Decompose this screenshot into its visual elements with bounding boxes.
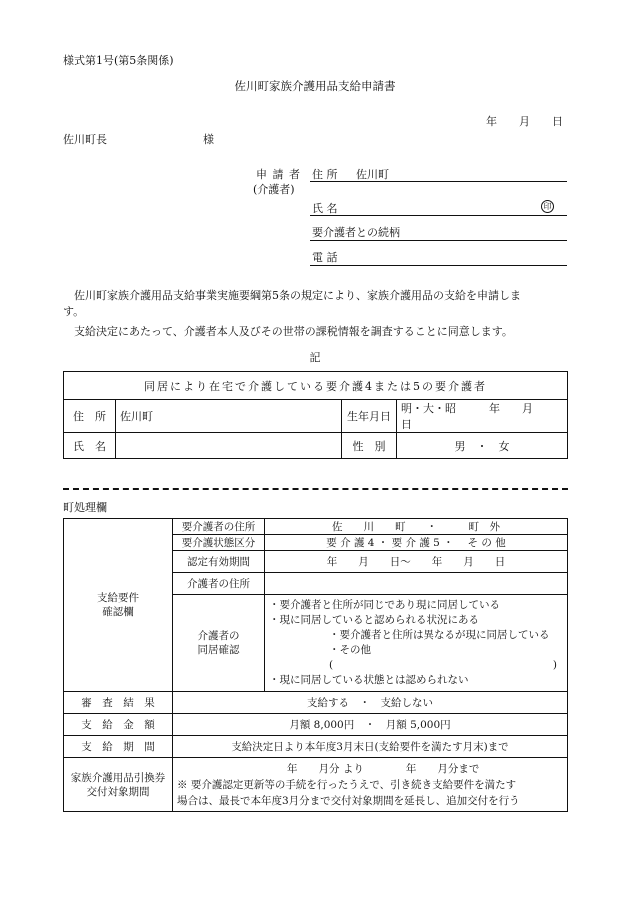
recipient-address-label: 住 所 xyxy=(64,400,116,433)
voucher-label-line2: 交付対象期間 xyxy=(86,785,150,798)
processing-section-label: 町処理欄 xyxy=(63,501,107,514)
care-recipient-header: 同居により在宅で介護している要介護4または5の要介護者 xyxy=(64,372,568,400)
amount-value[interactable]: 月額 8,000円 ・ 月額 5,000円 xyxy=(173,714,568,736)
paren-open: ( xyxy=(329,659,334,671)
review-value[interactable]: 支給する ・ 支給しない xyxy=(173,692,568,714)
processing-table xyxy=(63,518,568,812)
body-paragraph-1-cont: す。 xyxy=(63,305,85,318)
name-label: 氏 名 xyxy=(312,202,338,215)
phone-label: 電 話 xyxy=(312,251,338,264)
voucher-period-value[interactable]: 年 月分 より 年 月分まで xyxy=(287,762,480,775)
cohabitation-label xyxy=(173,595,265,692)
birthdate-value[interactable]: 明・大・昭 年 月 日 xyxy=(397,400,568,433)
form-title: 佐川町家族介護用品支給申請書 xyxy=(234,79,396,93)
paren-close: ) xyxy=(552,659,557,671)
voucher-label-line1: 家族介護用品引換券 xyxy=(70,771,166,784)
r3-value[interactable]: 年 月 日～ 年 月 日 xyxy=(265,551,568,573)
cohab-option-2b[interactable]: ・その他 xyxy=(329,644,371,656)
cohab-option-1[interactable]: ・要介護者と住所が同じであり現に同居している xyxy=(269,599,500,611)
ki-mark: 記 xyxy=(309,351,321,364)
gender-value[interactable]: 男 ・ 女 xyxy=(397,433,568,459)
cut-line xyxy=(63,488,568,490)
review-label: 審 査 結 果 xyxy=(64,692,173,714)
application-date: 年 月 日 xyxy=(486,115,563,128)
care-recipient-table xyxy=(63,371,568,459)
address-underline xyxy=(310,181,567,182)
caregiver-label: (介護者) xyxy=(253,183,295,196)
voucher-note-line1: ※ 要介護認定更新等の手続を行ったうえで、引き続き支給要件を満たす xyxy=(177,778,517,791)
r2-value[interactable]: 要 介 護 4 ・ 要 介 護 5 ・ そ の 他 xyxy=(265,535,568,551)
r4-value[interactable] xyxy=(265,573,568,595)
requirements-label-line2: 確認欄 xyxy=(102,606,134,618)
body-paragraph-1: 佐川町家族介護用品支給事業実施要綱第5条の規定により、家族介護用品の支給を申請しま xyxy=(74,289,521,302)
gender-label: 性 別 xyxy=(342,433,397,459)
address-value[interactable]: 佐川町 xyxy=(356,168,389,181)
r4-label: 介護者の住所 xyxy=(173,573,265,595)
recipient-name-label: 氏 名 xyxy=(64,433,116,459)
addressee: 佐川町長 xyxy=(63,133,107,146)
voucher-cell[interactable] xyxy=(173,758,568,812)
r3-label: 認定有効期間 xyxy=(173,551,265,573)
address-label: 住 所 xyxy=(312,168,338,181)
period-value: 支給決定日より本年度3月末日(支給要件を満たす月末)まで xyxy=(173,736,568,758)
cohab-option-2[interactable]: ・現に同居していると認められる状況にある xyxy=(269,614,479,626)
cohabitation-label-line2: 同居確認 xyxy=(197,644,240,656)
r1-value[interactable]: 佐 川 町 ・ 町 外 xyxy=(265,519,568,535)
period-label: 支 給 期 間 xyxy=(64,736,173,758)
voucher-label xyxy=(64,758,173,812)
name-underline xyxy=(310,215,567,216)
voucher-note-line2: 場合は、最長で本年度3月分まで交付対象期間を延長し、追加交付を行う xyxy=(177,794,520,807)
cohab-option-2a[interactable]: ・要介護者と住所は異なるが現に同居している xyxy=(329,629,550,641)
relation-label: 要介護者との続柄 xyxy=(312,226,400,239)
cohabitation-options[interactable] xyxy=(265,595,568,692)
cohabitation-label-line1: 介護者の xyxy=(197,630,240,642)
body-paragraph-2: 支給決定にあたって、介護者本人及びその世帯の課税情報を調査することに同意します。 xyxy=(74,325,513,338)
requirements-label-line1: 支給要件 xyxy=(97,592,139,604)
cohab-option-3[interactable]: ・現に同居している状態とは認められない xyxy=(269,674,469,686)
recipient-name-value[interactable] xyxy=(116,433,342,459)
r1-label: 要介護者の住所 xyxy=(173,519,265,535)
requirements-label xyxy=(64,519,173,692)
honorific: 様 xyxy=(203,133,214,146)
amount-label: 支 給 金 額 xyxy=(64,714,173,736)
r2-label: 要介護状態区分 xyxy=(173,535,265,551)
relation-underline xyxy=(310,240,567,241)
cohab-other-paren[interactable] xyxy=(269,658,563,673)
seal-mark xyxy=(541,199,554,213)
birthdate-label: 生年月日 xyxy=(342,400,397,433)
recipient-address-value[interactable]: 佐川町 xyxy=(116,400,342,433)
phone-underline xyxy=(310,265,567,266)
form-number: 様式第1号(第5条関係) xyxy=(63,54,174,67)
applicant-label: 申 請 者 xyxy=(256,168,301,181)
seal-icon: 印 xyxy=(541,200,554,213)
